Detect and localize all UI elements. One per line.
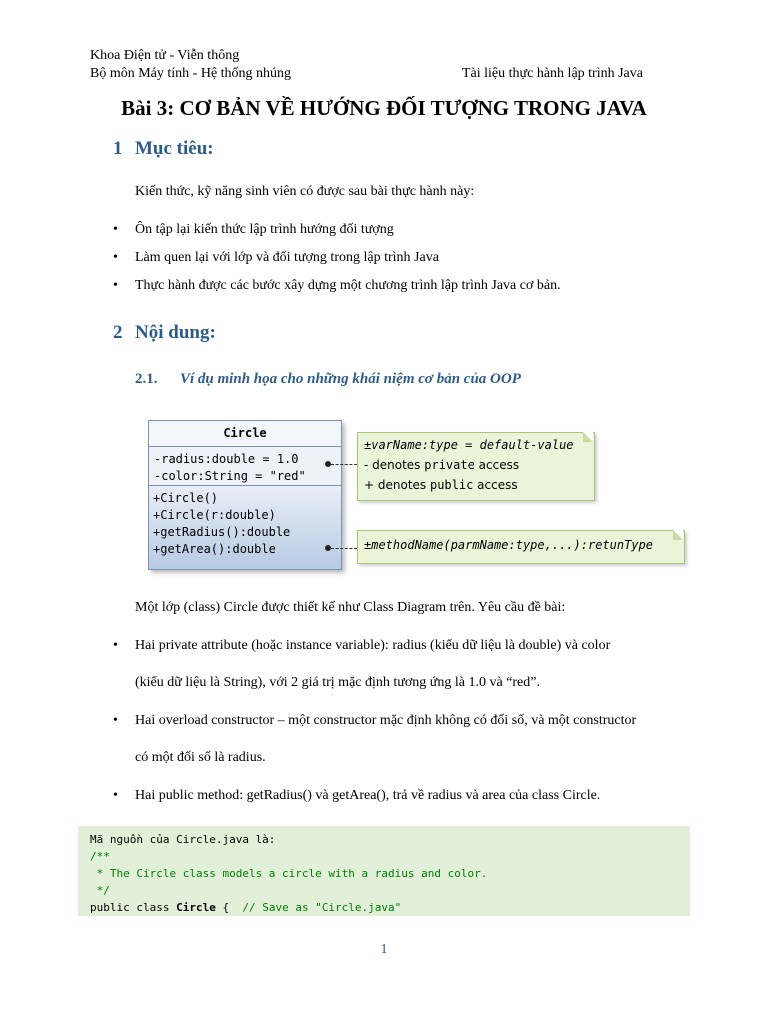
list-item-text: Thực hành được các bước xây dựng một chương trình lập trình Java cơ bản. xyxy=(135,278,561,293)
note-fold-corner xyxy=(673,530,683,540)
bullet-icon: • xyxy=(113,713,118,728)
code-comment: */ xyxy=(90,884,110,897)
uml-attribute: -radius:double = 1.0 xyxy=(154,452,299,466)
code-comment: // Save as "Circle.java" xyxy=(242,901,402,914)
note-line xyxy=(364,437,574,454)
note-syntax: ±varName:type = default-value xyxy=(364,438,574,452)
code-brace: { xyxy=(215,901,243,914)
bullet-icon: • xyxy=(113,222,118,237)
connector-dot xyxy=(325,461,331,467)
page-title: Bài 3: CƠ BẢN VỀ HƯỚNG ĐỐI TƯỢNG TRONG JAVA xyxy=(121,96,647,120)
bullet-icon: • xyxy=(113,250,118,265)
uml-class-box xyxy=(148,420,342,570)
list-item-continuation: có một đối số là radius. xyxy=(135,750,266,765)
note-text: access xyxy=(474,458,520,472)
section2-title: Nội dung: xyxy=(135,322,216,343)
subsection-title: Ví dụ minh họa cho những khái niệm cơ bản của OOP xyxy=(180,371,521,387)
uml-method: +Circle(r:double) xyxy=(153,508,276,522)
uml-method: +Circle() xyxy=(153,491,219,505)
note-line xyxy=(364,537,653,554)
code-comment: /** xyxy=(90,850,110,863)
uml-attributes xyxy=(149,447,341,486)
page-number: 1 xyxy=(380,942,388,957)
uml-note-attributes xyxy=(357,432,595,501)
uml-methods xyxy=(149,486,341,569)
code-keyword: public class xyxy=(90,901,177,914)
list-item-text: Làm quen lại với lớp và đối tượng trong lập trình Java xyxy=(135,250,439,265)
code-class-name: Circle xyxy=(176,901,216,914)
note-keyword: private xyxy=(424,458,475,472)
section2-number: 2 xyxy=(113,322,123,343)
header-faculty: Khoa Điện tử - Viễn thông xyxy=(90,48,240,63)
list-item-text: Hai public method: getRadius() và getArea(), trả về radius và area của class Circle. xyxy=(135,788,601,803)
note-connector xyxy=(331,548,357,549)
section1-number: 1 xyxy=(113,138,123,159)
code-block xyxy=(78,826,690,916)
bullet-icon: • xyxy=(113,278,118,293)
header-department: Bộ môn Máy tính - Hệ thống nhúng xyxy=(90,66,292,81)
list-item-text: Hai overload constructor – một constructor mặc định không có đối số, và một constructor xyxy=(135,713,637,728)
header-doc-title: Tài liệu thực hành lập trình Java xyxy=(462,66,643,81)
uml-method: +getRadius():double xyxy=(153,525,291,539)
connector-dot xyxy=(325,545,331,551)
body-intro: Một lớp (class) Circle được thiết kế như Class Diagram trên. Yêu cầu đề bài: xyxy=(135,600,566,615)
note-connector xyxy=(331,464,357,465)
uml-method: +getArea():double xyxy=(153,542,276,556)
note-text: access xyxy=(473,478,518,492)
note-text: + denotes xyxy=(364,478,430,492)
list-item-text: Hai private attribute (hoặc instance variable): radius (kiểu dữ liệu là double) và color xyxy=(135,638,611,653)
note-line xyxy=(364,477,518,494)
note-fold-corner xyxy=(583,432,593,442)
uml-attribute: -color:String = "red" xyxy=(154,469,306,483)
code-line: Mã nguồn của Circle.java là: xyxy=(90,833,276,846)
bullet-icon: • xyxy=(113,788,118,803)
list-item-continuation: (kiểu dữ liệu là String), với 2 giá trị mặc định tương ứng là 1.0 và “red”. xyxy=(135,675,540,690)
uml-class-name: Circle xyxy=(149,421,341,447)
subsection-number: 2.1. xyxy=(135,371,158,387)
note-keyword: public xyxy=(429,478,474,492)
list-item-text: Ôn tập lại kiến thức lập trình hướng đối tượng xyxy=(135,222,394,237)
section1-title: Mục tiêu: xyxy=(135,138,214,159)
uml-note-methods xyxy=(357,530,685,564)
section1-intro: Kiến thức, kỹ năng sinh viên có được sau bài thực hành này: xyxy=(135,184,475,199)
code-line xyxy=(90,899,401,916)
note-text: - denotes xyxy=(364,458,425,472)
code-comment: * The Circle class models a circle with a radius and color. xyxy=(90,867,488,880)
note-line xyxy=(364,457,519,474)
note-syntax: ±methodName(parmName:type,...):retunType xyxy=(364,538,653,552)
bullet-icon: • xyxy=(113,638,118,653)
